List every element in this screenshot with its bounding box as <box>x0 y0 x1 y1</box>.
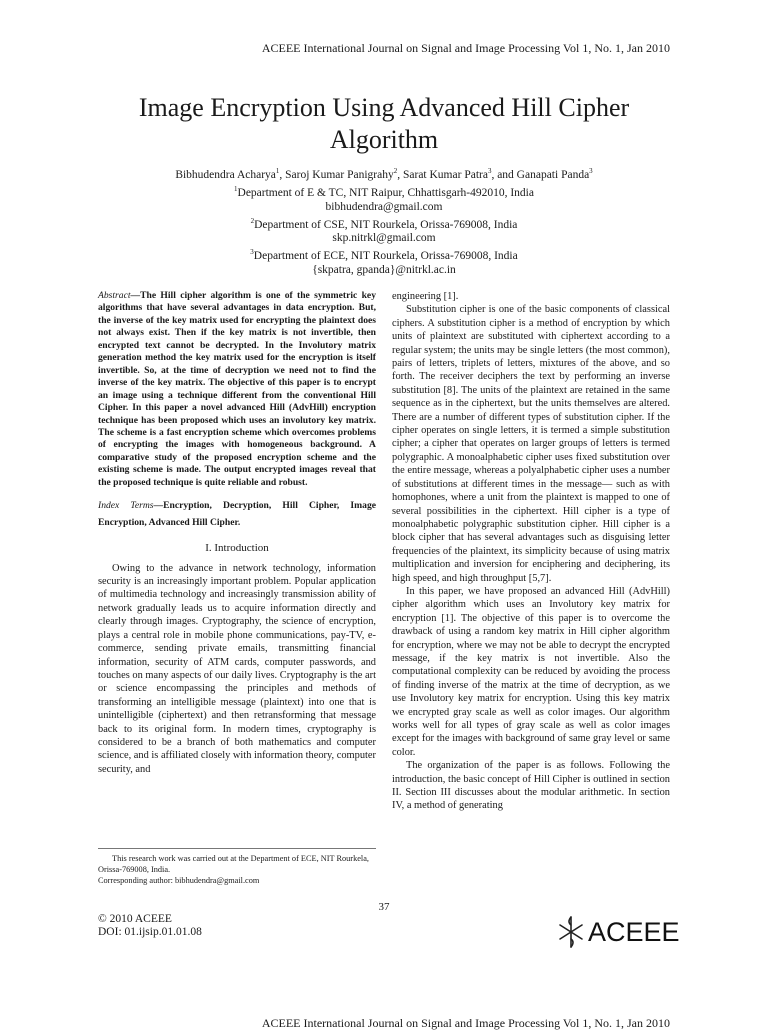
affiliation-sup: 3 <box>250 248 254 257</box>
continued-text: engineering [1]. <box>392 291 459 302</box>
doi: DOI: 01.ijsip.01.01.08 <box>98 926 202 938</box>
affiliation-sup: 1 <box>234 184 238 193</box>
paper-title: Image Encryption Using Advanced Hill Cipher Algorithm <box>138 93 630 154</box>
affiliation-text: Department of ECE, NIT Rourkela, Orissa-769008, India <box>253 250 518 263</box>
affiliation-text: Department of CSE, NIT Rourkela, Orissa-769008, India <box>254 218 518 231</box>
journal-header: ACEEE International Journal on Signal and Image Processing Vol 1, No. 1, Jan 2010 <box>261 41 670 55</box>
author-name: , Sarat Kumar Patra <box>397 168 488 181</box>
affiliation-sup: 2 <box>250 216 255 225</box>
abstract <box>98 290 376 489</box>
abstract-text: —The Hill cipher algorithm is one of the symmetric key algorithms that have several advantages in data encryption. But, the inverse of the key matrix used for encrypting the plaintext does not always exist. Then if the key matrix is not invertible, then encrypted text cannot be decrypted. In the Involutory matrix generation method the key matrix used for the encryption is itself invertible. So, at the time of decryption we need not to find the inverse of the key matrix. The objective of this paper is to encrypt an image using a technique different from the conventional Hill Cipher. In this paper a novel advanced Hill (AdvHill) encryption technique has been proposed which uses an involutory key matrix. The scheme is a fast encryption scheme which overcomes problems of encrypting the images with homogeneous background. A comparative study of the proposed encryption scheme and the existing scheme is made. The output encrypted images reveal that the proposed technique is quite reliable and robust. <box>98 290 376 488</box>
page-number: 37 <box>378 901 390 913</box>
email-3: {skpatra, gpanda}@nitrkl.ac.in <box>312 264 456 277</box>
affiliation-3 <box>60 245 708 263</box>
publication-info <box>98 913 202 939</box>
index-terms <box>98 497 376 531</box>
abstract-lead: Abstract <box>98 290 131 301</box>
author-sup: 2 <box>393 167 398 175</box>
aceee-logo <box>556 912 680 952</box>
right-column <box>392 290 670 813</box>
left-column <box>98 290 376 776</box>
body-paragraph: Substitution cipher is one of the basic components of classical ciphers. A substitution cipher is a method of encryption by which units of plaintext are substituted with ciphertext according to a regular system; the units may be single letters (the most common), pairs of letters, triplets of letters, mixtures of the above, and so forth. The receiver deciphers the text by performing an inverse substitution [8]. The units of the plaintext are retained in the same sequence as in the ciphertext, but the units themselves are altered. There are a number of different types of substitution cipher. If the cipher operates on single letters, it is termed a simple substitution cipher; a cipher that operates on larger groups of letters is termed polygraphic. A monoalphabetic cipher uses fixed substitution over the entire message, whereas a polyalphabetic cipher uses a number of substitutions at different times in the message— such as with homophones, where a unit from the plaintext is mapped to one of several possibilities in the ciphertext. Hill cipher is a type of monoalphabetic polygraphic substitution cipher. Hill cipher is a block cipher that has several advantages such as disguising letter frequencies of the plaintext, its simplicity because of using matrix multiplication and inversion for enciphering and deciphering, its high speed, and high throughput [5,7]. <box>392 304 670 584</box>
index-terms-text: —Encryption, Decryption, Hill Cipher, Image Encryption, Advanced Hill Cipher. <box>98 500 376 529</box>
author-sup: 3 <box>487 167 492 175</box>
footnote <box>98 853 376 886</box>
next-page-header: ACEEE International Journal on Signal and Image Processing Vol 1, No. 1, Jan 2010 <box>261 1016 670 1030</box>
body-paragraph: In this paper, we have proposed an advanced Hill (AdvHill) cipher algorithm which uses an Involutory key matrix for encryption [1]. The objective of this paper is to overcome the drawback of using a random key matrix in Hill cipher algorithm for encryption, where we may not be able to decrypt the encrypted message, if the key matrix is not invertible. Also the computational complexity can be reduced by avoiding the process of finding inverse of the matrix at the time of decryption, as we use Involutory key matrix for encryption. Using this key matrix we encrypted gray scale as well as color images. Our algorithm works well for all types of gray scale as well as color images except for the images with background of same gray level or same color. <box>392 585 670 758</box>
index-terms-lead: Index Terms <box>98 500 154 512</box>
affiliation-2 <box>60 214 708 232</box>
author-name: , and Ganapati Panda <box>491 168 590 181</box>
email-1: bibhudendra@gmail.com <box>325 200 443 213</box>
affiliation-1 <box>60 182 708 200</box>
author-name: , Saroj Kumar Panigrahy <box>279 168 394 181</box>
copyright: © 2010 ACEEE <box>98 913 172 925</box>
footnote-divider <box>98 848 376 849</box>
body-paragraph: The organization of the paper is as follows. Following the introduction, the basic concept of Hill Cipher is outlined in section II. Section III discusses about the modular arithmetic. In section IV, a method of generating <box>392 760 670 812</box>
footnote-line: This research work was carried out at the Department of ECE, NIT Rourkela, Orissa-769008, India. <box>98 854 369 874</box>
author-name: Bibhudendra Acharya <box>175 168 276 181</box>
author-sup: 3 <box>589 167 593 175</box>
intro-paragraph: Owing to the advance in network technology, information security is an increasingly important problem. Popular application of multimedia technology and increasingly transmission ability of network gradually leads us to acquire information directly and clearly through images. Cryptography, the science of encryption, plays a central role in mobile phone communications, pay-TV, e-commerce, sending private emails, transmitting financial information, security of ATM cards, computer passwords, and touches on many aspects of our daily lives. Cryptography is the art or science encompassing the principles and methods of transforming an intelligible message (plaintext) into one that is unintelligible (ciphertext) and then retransforming that message back to its original form. In modern times, cryptography is considered to be a branch of both mathematics and computer science, and is affiliated closely with information theory, computer security, and <box>98 562 376 775</box>
logo-text: ACEEE <box>588 916 680 947</box>
footnote-line: Corresponding author: bibhudendra@gmail.com <box>98 876 260 885</box>
authors-block <box>60 164 708 277</box>
affiliation-text: Department of E & TC, NIT Raipur, Chhattisgarh-492010, India <box>237 186 534 199</box>
author-line <box>60 164 708 182</box>
aceee-star-icon <box>556 914 586 950</box>
section-heading: I. Introduction <box>205 542 269 555</box>
email-2: skp.nitrkl@gmail.com <box>332 232 436 245</box>
author-sup: 1 <box>275 167 280 175</box>
